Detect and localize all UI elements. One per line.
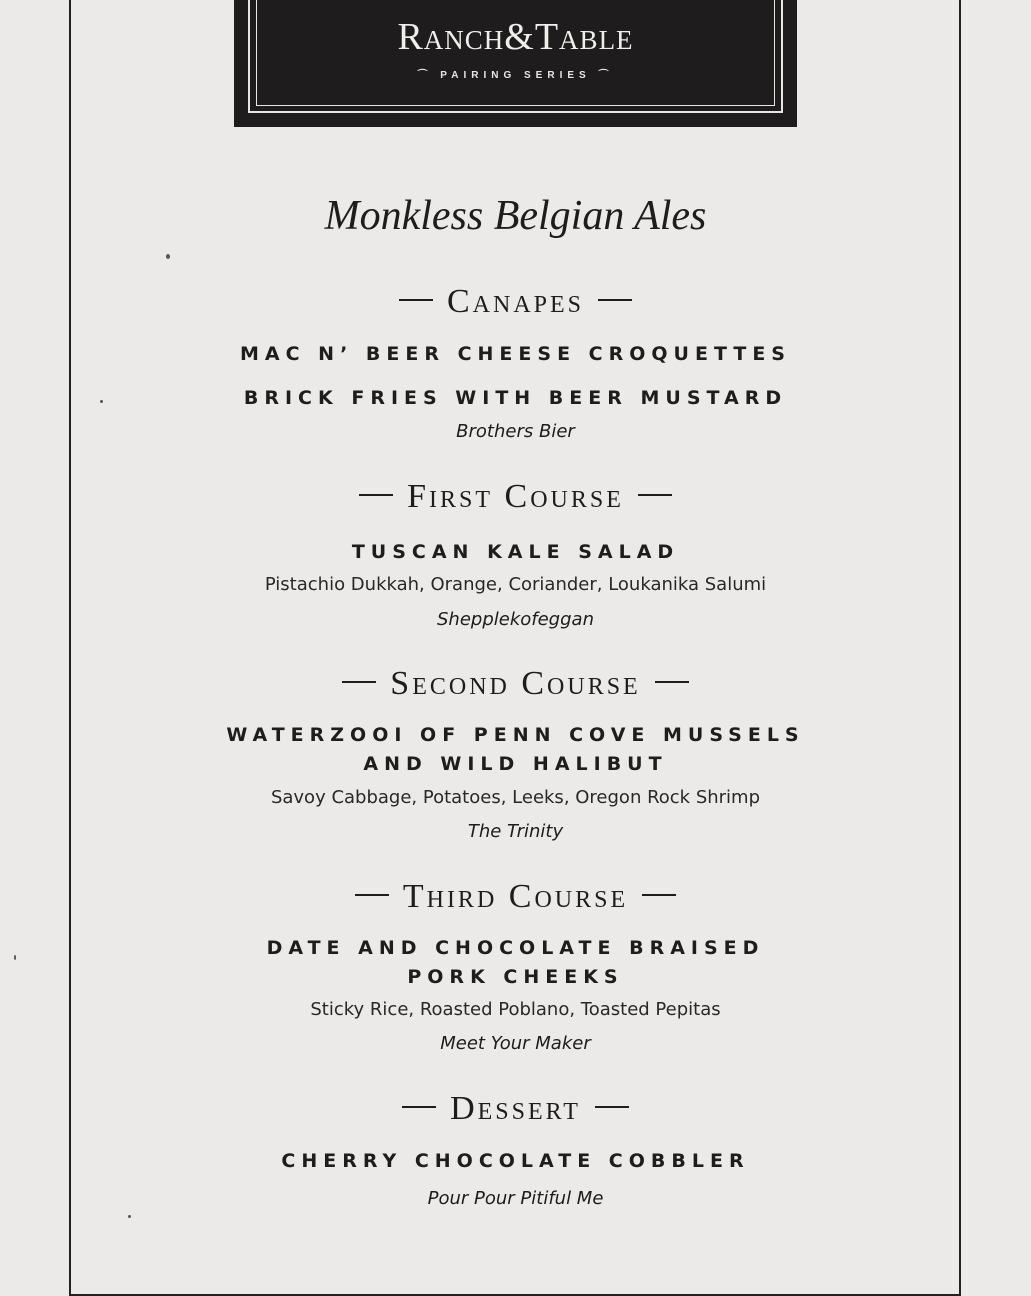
brand-subtitle-text: PAIRING SERIES [440,70,591,81]
event-title: Monkless Belgian Ales [324,193,707,239]
beer-pairing-third: Meet Your Maker [440,1033,591,1054]
paper-speck [166,254,170,259]
heading-dash-left [359,494,393,496]
heading-dash-right [638,494,672,496]
beer-pairing-canapes: Brothers Bier [456,421,575,442]
dish-brick-fries: BRICK FRIES WITH BEER MUSTARD [243,387,788,409]
beer-pairing-second: The Trinity [467,821,564,842]
beer-pairing-first: Shepplekofeggan [437,609,594,630]
heading-dash-right [655,681,689,683]
heading-dash-left [399,299,433,301]
dish-description-third: Sticky Rice, Roasted Poblano, Toasted Pepitas [310,999,721,1020]
paper-speck [128,1215,131,1218]
heading-dash-right [595,1106,629,1108]
section-heading-dessert [0,1089,1031,1129]
dish-description-second: Savoy Cabbage, Potatoes, Leeks, Oregon Rock Shrimp [270,787,761,808]
dish-waterzooi-line-1: WATERZOOI OF PENN COVE MUSSELS [226,724,805,746]
section-heading-second-course [0,664,1031,704]
section-heading-text: Dessert [450,1090,581,1127]
heading-dash-left [342,681,376,683]
heading-dash-right [642,894,676,896]
dish-kale-salad: TUSCAN KALE SALAD [351,541,680,563]
section-heading-canapes [0,282,1031,322]
brand-logo [234,0,797,127]
heading-dash-left [402,1106,436,1108]
dish-mac-croquettes: MAC N’ BEER CHEESE CROQUETTES [240,343,791,365]
dish-waterzooi-line-2: AND WILD HALIBUT [363,753,668,775]
beer-pairing-dessert: Pour Pour Pitiful Me [427,1188,604,1209]
section-heading-third-course [0,877,1031,917]
dish-pork-cheeks-line-2: PORK CHEEKS [407,966,624,988]
brand-name: Ranch&Table [397,16,634,58]
section-heading-text: Second Course [390,665,641,702]
section-heading-text: Canapes [446,283,585,320]
dish-cherry-cobbler: CHERRY CHOCOLATE COBBLER [281,1150,750,1172]
brand-subtitle: ⌒ PAIRING SERIES ⌒ [417,70,614,81]
section-heading-text: First Course [407,478,624,515]
dish-description-first: Pistachio Dukkah, Orange, Coriander, Loukanika Salumi [264,574,767,595]
section-heading-first-course [0,477,1031,517]
dish-pork-cheeks-line-1: DATE AND CHOCOLATE BRAISED [266,937,765,959]
heading-dash-left [355,894,389,896]
section-heading-text: Third Course [402,878,629,915]
heading-dash-right [598,299,632,301]
